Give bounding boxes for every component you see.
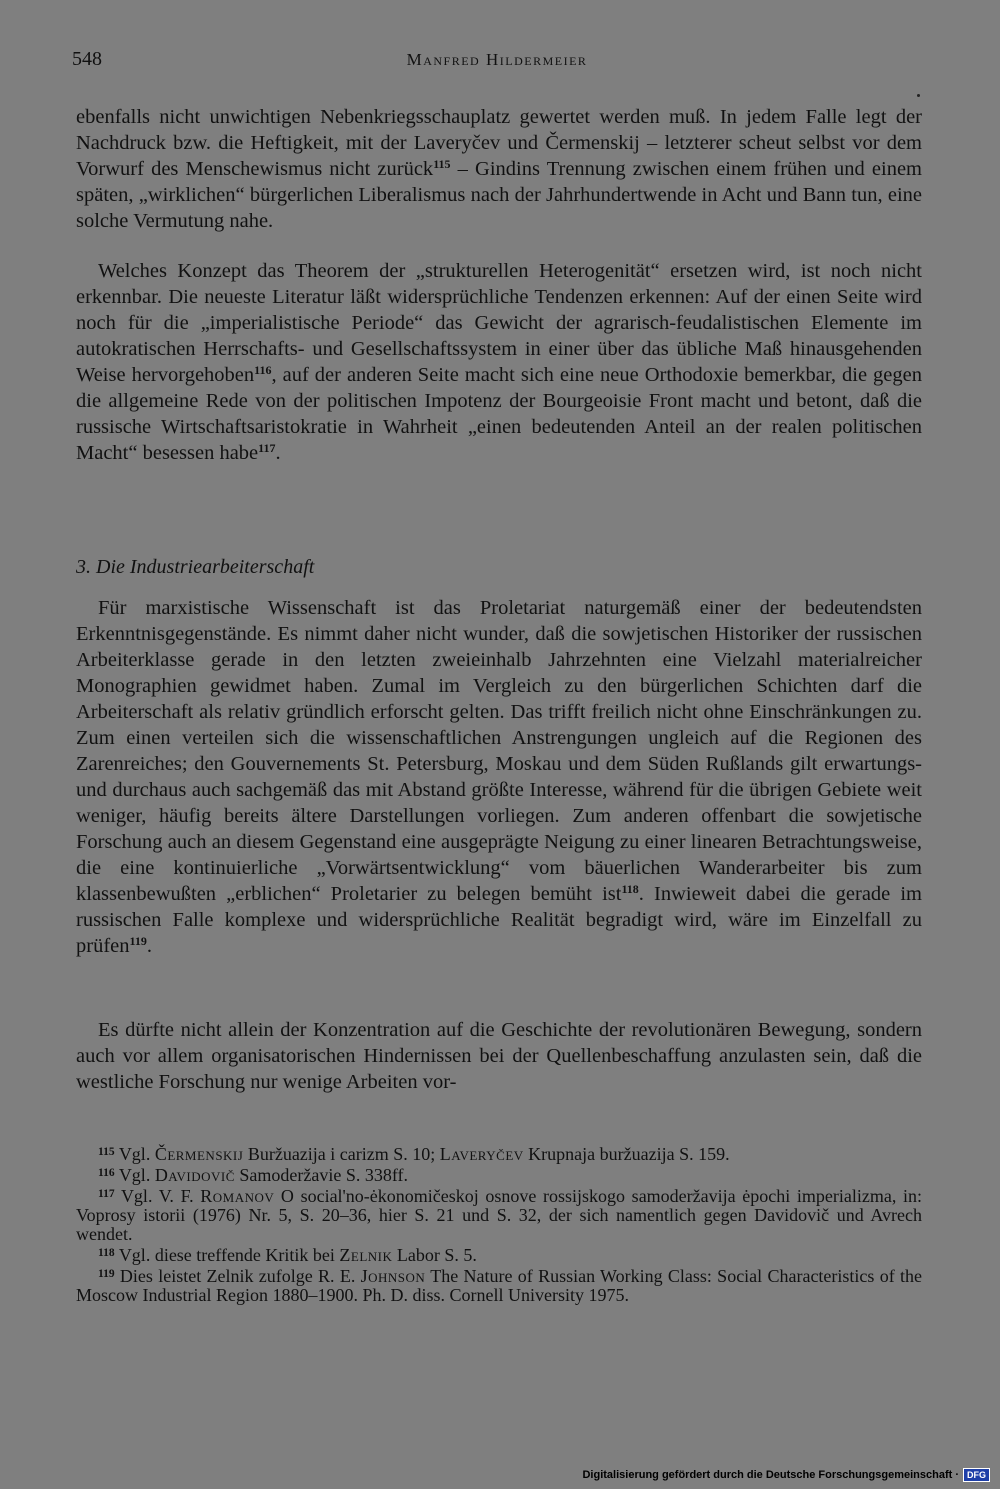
footnote-author: Davidovič [154, 1165, 235, 1185]
paragraph-3-text: Für marxistische Wissenschaft ist das Proletariat naturgemäß einer der bedeutendsten Erkenntnisgegenstände. Es nimmt daher nicht wunder, daß die sowjetischen Historiker der russischen Arbeiterklasse gerade in den letzten zweieinhalb Jahrzehnten eine Vielzahl materialreicher Monographien gewidmet haben. Zumal im Vergleich zu den bürgerlichen Schichten darf die Arbeiterschaft als relativ gründlich erforscht gelten. Das trifft freilich nicht ohne Einschränkungen zu. Zum einen verteilen sich die wissenschaftlichen Anstrengungen ungleich auf die Regionen des Zarenreiches; den Gouvernements St. Petersburg, Moskau und dem Süden Rußlands gilt erwartungs- und durchaus auch sachgemäß das mit Abstand größte Interesse, während für die übrigen Gebiete weit weniger, häufig bereits ältere Darstellungen vorliegen. Zum anderen offenbart die sowjetische Forschung auch an diesem Gegenstand eine ausgeprägte Neigung zu einer linearen Betrachtungsweise, die eine kontinuierliche „Vorwärtsentwicklung“ vom bäuerlichen Wanderarbeiter bis zum klassenbewußten „erblichen“ Proletarier zu belegen bemüht ist [76, 597, 922, 905]
footnote-text: Samoderžavie S. 338ff. [234, 1165, 409, 1185]
footnote-author: Čermenskij [154, 1144, 244, 1164]
page-number: 548 [72, 48, 102, 70]
footnote-author: Laveryčev [439, 1144, 524, 1164]
footnote-ref-118: 118 [621, 882, 639, 896]
footnote-number: 116 [98, 1167, 115, 1179]
footnote-number: 119 [98, 1268, 115, 1280]
digitization-credit [582, 1467, 990, 1483]
paragraph-2-text-cont: , auf der anderen Seite macht sich eine neue Orthodoxie bemerkbar, die gegen die allgemeine Rede von der politischen Impotenz der Bourgeoisie Front macht und betont, daß die russische Wirtschaftsaristokratie in Wahrheit „einen bedeutenden Anteil an der realen politischen Macht“ besessen habe [76, 364, 922, 464]
section-heading: 3. Die Industriearbeiterschaft [76, 556, 315, 578]
paragraph-1-text-cont: – Gindins Trennung zwischen einem frühen und einem späten, „wirklichen“ bürgerlichen Liberalismus nach der Jahrhundertwende in Acht und Bann tun, eine solche Vermutung nahe. [76, 158, 922, 232]
footnote-118 [76, 1244, 922, 1265]
footnote-ref-115: 115 [433, 157, 451, 171]
footnote-116 [76, 1164, 922, 1185]
credit-text: Digitalisierung gefördert durch die Deutsche Forschungsgemeinschaft · [582, 1469, 959, 1481]
footnotes [76, 1143, 922, 1305]
footnote-text: Vgl. [118, 1165, 155, 1185]
footnote-number: 117 [98, 1188, 115, 1200]
paragraph-1-text: ebenfalls nicht unwichtigen Nebenkriegsschauplatz gewertet werden muß. In jedem Falle legt der Nachdruck bzw. die Heftigkeit, mit der Laveryčev und Čermenskij – letzterer scheut selbst vor dem Vorwurf des Menschewismus nicht zurück [76, 106, 922, 180]
paragraph-2-end: . [275, 442, 281, 464]
footnote-text: Vgl. [118, 1144, 155, 1164]
footnote-text: The Nature of Russian Working Class: Social Characteristics of the Moscow Industrial Region 1880–1900. Ph. D. diss. Cornell University 1975. [76, 1266, 922, 1305]
paragraph-3-end: . [146, 935, 152, 957]
footnote-number: 118 [98, 1247, 115, 1259]
footnote-ref-116: 116 [254, 363, 272, 377]
paragraph-2 [76, 258, 922, 466]
paragraph-3-text-cont: . Inwieweit dabei die gerade im russischen Falle komplexe und widersprüchliche Realität begradigt wird, wäre im Einzelfall zu prüfen [76, 883, 922, 957]
dfg-logo: DFG [963, 1468, 990, 1482]
footnote-ref-117: 117 [258, 441, 276, 455]
footnote-117 [76, 1185, 922, 1244]
paragraph-2-text: Welches Konzept das Theorem der „strukturellen Heterogenität“ ersetzen wird, ist noch nicht erkennbar. Die neueste Literatur läßt widersprüchliche Tendenzen erkennen: Auf der einen Seite wird noch für die „imperialistische Periode“ das Gewicht der agrarisch-feudalistischen Elemente im autokratischen Herrschafts- und Gesellschaftssystem in einer über das übliche Maß hinausgehenden Weise hervorgehoben [76, 260, 922, 386]
footnote-author: Zelnik [339, 1245, 393, 1265]
footnote-text: O social'no-ėkonomičeskoj osnove rossijskogo samoderžavija ėpochi imperializma, in: Voprosy istorii (1976) Nr. 5, S. 20–36, hier S. 21 und S. 32, der sich namentlich gegen Davidovič und Avrech wendet. [76, 1186, 922, 1244]
footnote-text: Krupnaja buržuazija S. 159. [523, 1144, 730, 1164]
footnote-text: Buržuazija i carizm S. 10; [243, 1144, 440, 1164]
paragraph-4-text: Es dürfte nicht allein der Konzentration auf die Geschichte der revolutionären Bewegung, sondern auch vor allem organisatorischen Hindernissen bei der Quellenbeschaffung anzulasten sein, daß die westliche Forschung nur wenige Arbeiten vor- [76, 1019, 922, 1093]
footnote-number: 115 [98, 1146, 115, 1158]
footnote-author: Johnson [360, 1266, 426, 1286]
footnote-115 [76, 1143, 922, 1164]
page-header [72, 48, 922, 78]
paragraph-3 [76, 595, 922, 959]
footnote-text: Labor S. 5. [392, 1245, 477, 1265]
footnote-text: Vgl. diese treffende Kritik bei [118, 1245, 340, 1265]
running-head: Manfred Hildermeier [406, 50, 588, 69]
footnote-text: Vgl. V. F. [120, 1186, 201, 1206]
speck [917, 94, 920, 97]
paragraph-1 [76, 104, 922, 234]
footnote-ref-119: 119 [129, 934, 147, 948]
footnote-119 [76, 1265, 922, 1305]
footnote-text: Dies leistet Zelnik zufolge R. E. [119, 1266, 361, 1286]
footnote-author: Romanov [200, 1186, 275, 1206]
paragraph-4 [76, 1017, 922, 1095]
